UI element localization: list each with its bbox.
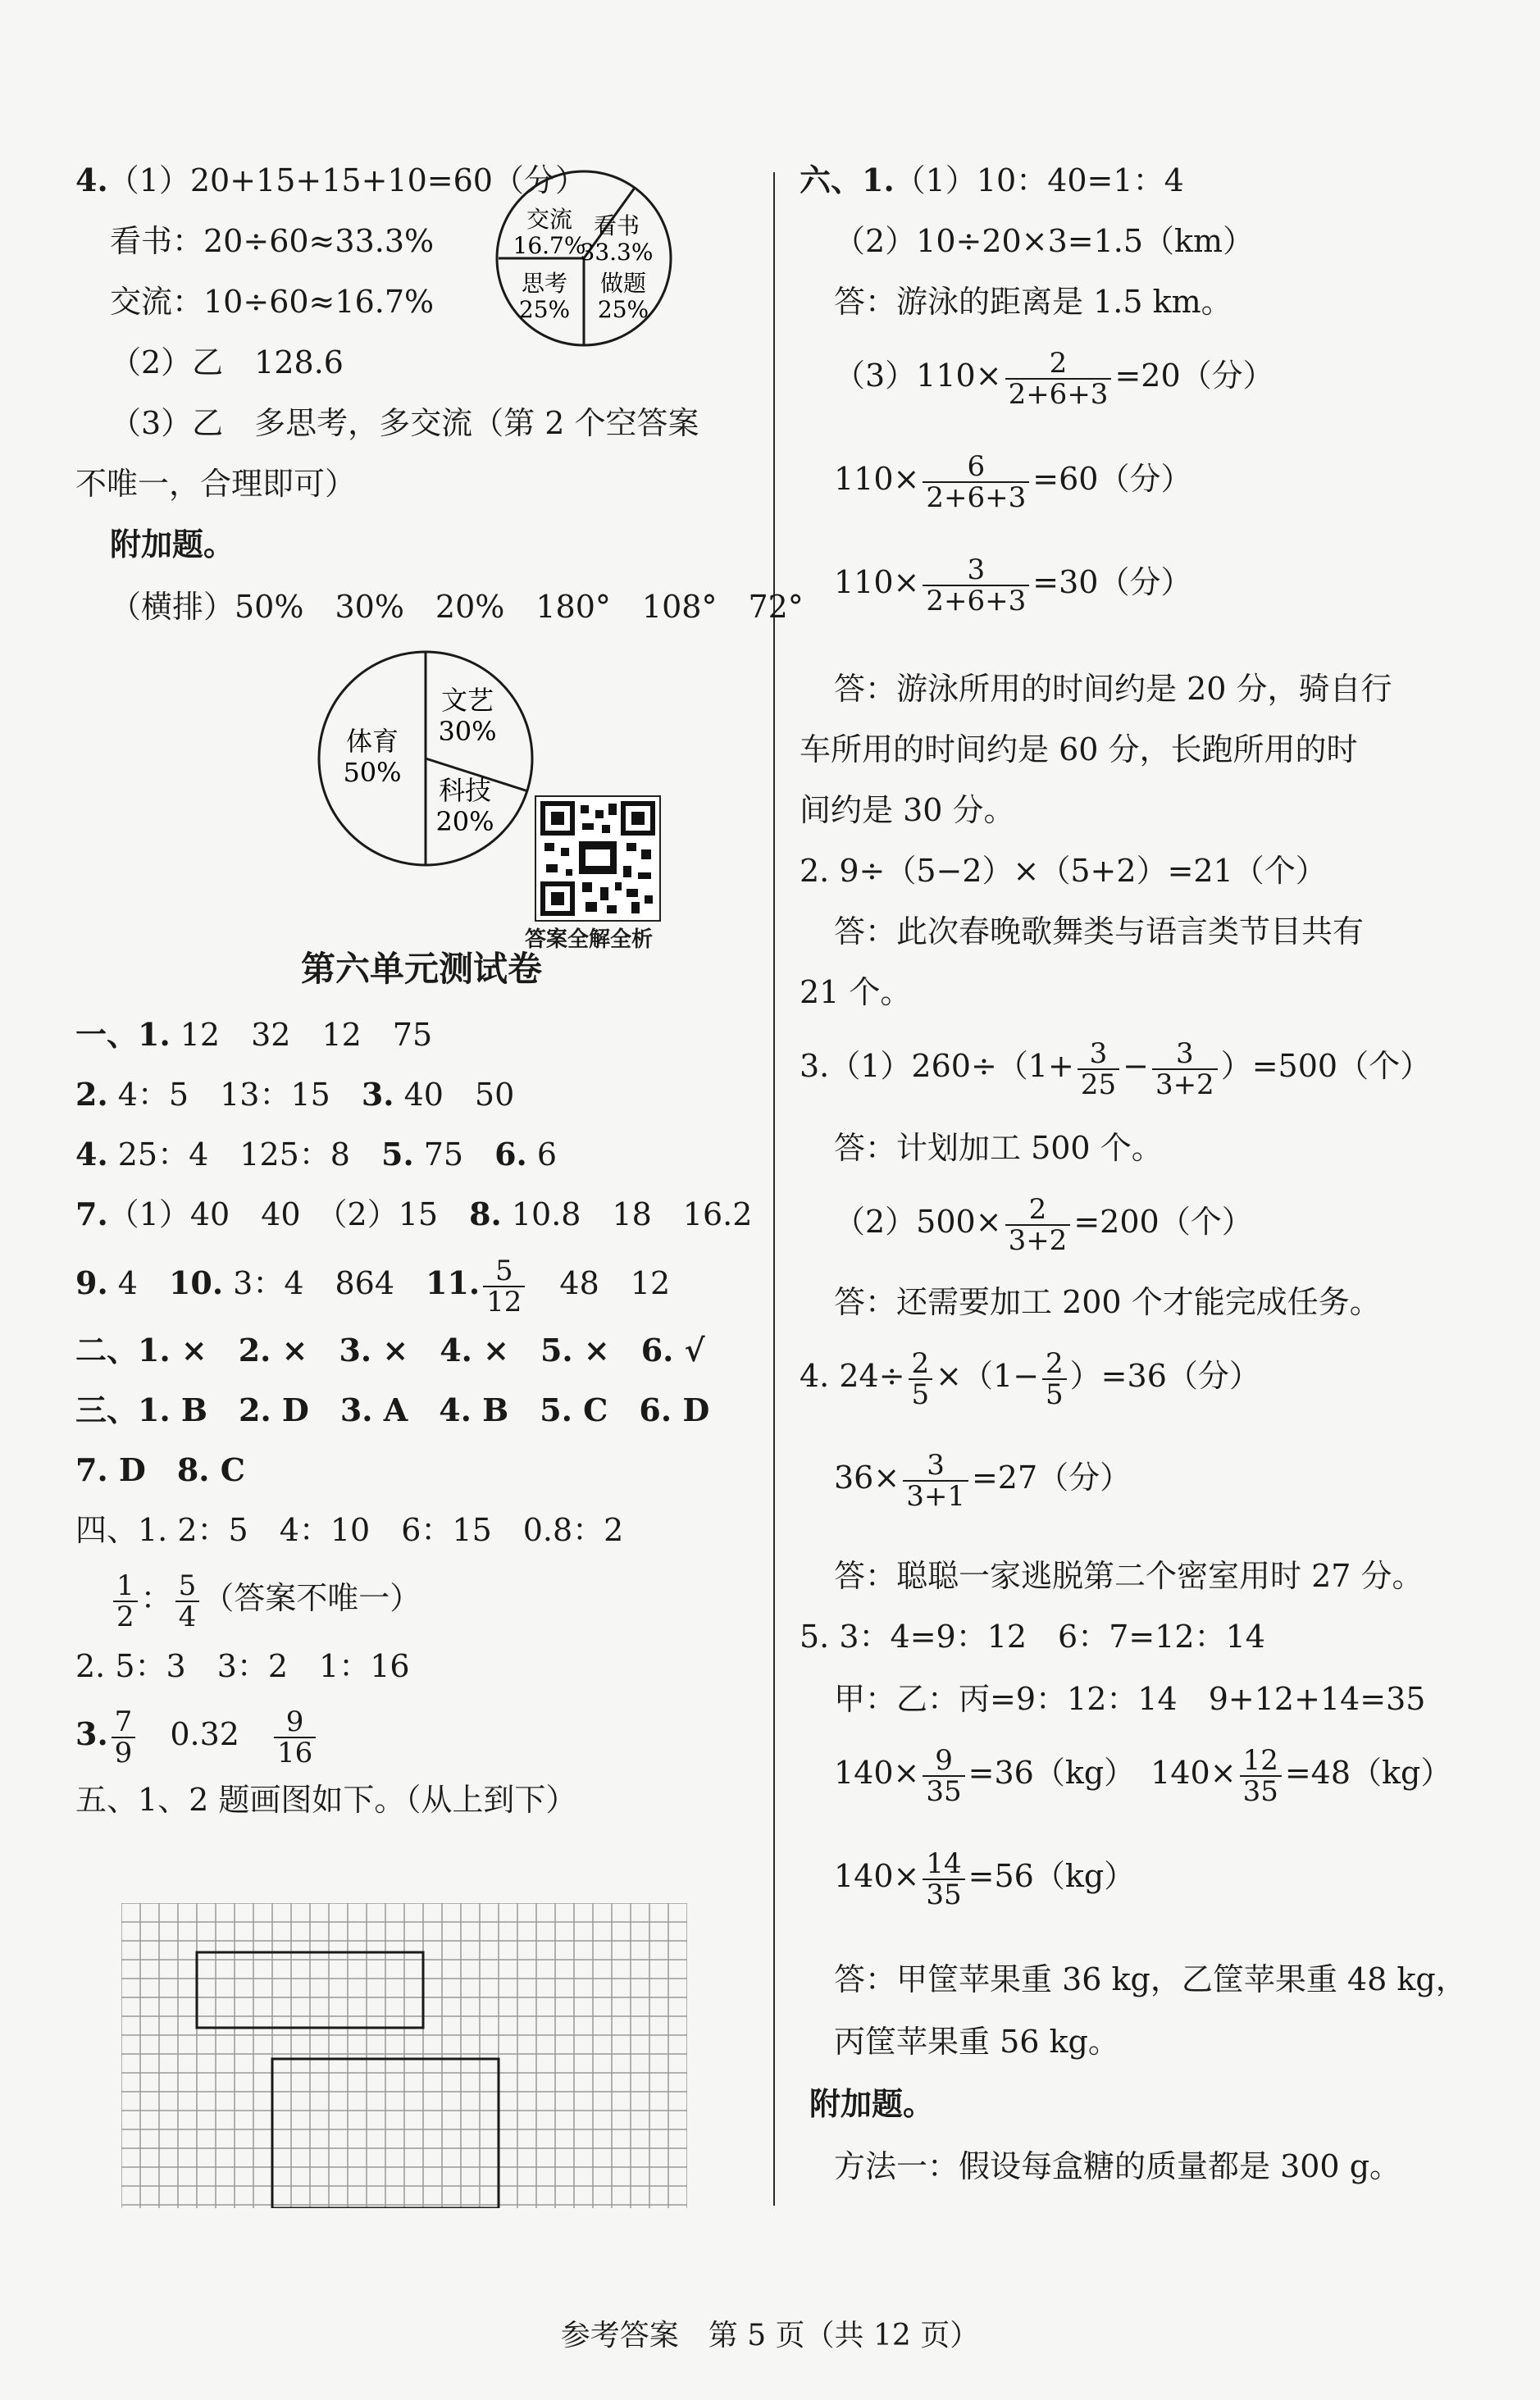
section-4-line3: 2. 5：3 3：2 1：16 (75, 1648, 410, 1684)
fraction: $\frac{14}{35}$ (923, 1849, 964, 1910)
column-divider (773, 172, 775, 2206)
section-5: 五、1、2 题画图如下。（从上到下） (75, 1782, 577, 1818)
s6-line1: 六、1.（1）10：40=1：4 (800, 162, 1184, 198)
fraction: $\frac{5}{12}$ (483, 1256, 525, 1317)
pie2-label: 文艺 (440, 685, 494, 716)
s6-line12: 21 个。 (800, 974, 912, 1010)
s6-line4: （3）110× $\frac{2}{2+6+3}$ =20（分） (834, 346, 1274, 411)
s1-line2: 2. 4：5 13：15 3. 40 50 (75, 1076, 515, 1113)
page-footer: 参考答案 第 5 页（共 12 页） (560, 2319, 980, 2352)
pie2-label: 科技 (438, 775, 492, 806)
s6-line23: 140× $\frac{14}{35}$ =56（kg） (834, 1847, 1136, 1911)
fraction: $\frac{2}{2+6+3}$ (1005, 348, 1112, 409)
s6-line8: 车所用的时间约是 60 分，长跑所用的时 (800, 731, 1358, 767)
pie1-value: 25% (518, 296, 571, 323)
qr-code[interactable] (535, 795, 661, 922)
s6-line9: 间约是 30 分。 (800, 792, 1015, 828)
s6-line27: 方法一：假设每盒糖的质量都是 300 g。 (834, 2148, 1401, 2184)
s6-line16: 答：还需要加工 200 个才能完成任务。 (834, 1284, 1381, 1320)
fraction: $\frac{2}{3+2}$ (1005, 1195, 1071, 1255)
section-4-line2: $\frac{1}{2}$ ： $\frac{5}{4}$ （答案不唯一） (110, 1564, 421, 1633)
pie1-value: 25% (597, 296, 649, 323)
s6-line7: 答：游泳所用的时间约是 20 分，骑自行 (834, 671, 1392, 707)
s6-line2: （2）10÷20×3=1.5（km） (834, 223, 1255, 259)
s6-line5: 110× $\frac{6}{2+6+3}$ =60（分） (834, 449, 1192, 514)
qr-code-icon (536, 797, 659, 920)
fraction: $\frac{2}{5}$ (909, 1349, 933, 1409)
s1-line4: 7.（1）40 40 （2）15 8. 10.8 18 16.2 (75, 1195, 753, 1232)
pie1-label: 做题 (599, 270, 647, 297)
s1-line5: 9. 4 10. 3：4 864 11. $\frac{5}{12}$ 48 12 (75, 1254, 671, 1318)
q4-line2: 看书：20÷60≈33.3% (110, 223, 435, 259)
pie2-value: 50% (343, 757, 402, 788)
bonus-title-right: 附加题。 (809, 2085, 935, 2122)
fraction: $\frac{12}{35}$ (1240, 1746, 1282, 1806)
s6-line13: 3.（1）260÷（1+ $\frac{3}{25}$ − $\frac{3}{3+2}$ ）=500（个） (800, 1036, 1432, 1101)
pie2-value: 20% (435, 806, 494, 837)
pie1-value: 16.7% (513, 232, 586, 259)
fraction: $\frac{7}{9}$ (112, 1707, 136, 1768)
s6-line25: 丙筐苹果重 56 kg。 (834, 2024, 1119, 2060)
activity-pie-chart (315, 648, 536, 869)
pie1-value: 33.3% (580, 239, 654, 266)
s6-line18: 36× $\frac{3}{3+1}$ =27（分） (834, 1448, 1132, 1513)
s6-line22: 140× $\frac{9}{35}$ =36（kg） 140× $\frac{12}{35}$ =48（kg） (834, 1743, 1452, 1808)
s1-line3: 4. 25：4 125：8 5. 75 6. 6 (75, 1136, 558, 1173)
bonus-title: 附加题。 (110, 526, 235, 562)
fraction: $\frac{2}{5}$ (1042, 1349, 1067, 1409)
pie1-label: 思考 (521, 270, 568, 297)
pie2-value: 30% (438, 716, 497, 747)
unit-title: 第六单元测试卷 (301, 949, 543, 989)
section-4-line4: 3. $\frac{7}{9}$ 0.32 $\frac{9}{16}$ (75, 1700, 319, 1769)
s6-line17: 4. 24÷ $\frac{2}{5}$ ×（1− $\frac{2}{5}$ ）=36（分） (800, 1346, 1260, 1411)
bonus-line: （横排）50% 30% 20% 180° 108° 72° (110, 589, 804, 625)
q4-line5: （3）乙 多思考，多交流（第 2 个空答案 (110, 405, 699, 441)
s6-line24: 答：甲筐苹果重 36 kg，乙筐苹果重 48 kg， (834, 1961, 1467, 1997)
pie1-label: 交流 (526, 206, 573, 233)
q4-line4: （2）乙 128.6 (110, 344, 344, 380)
q4-line3: 交流：10÷60≈16.7% (110, 284, 435, 320)
s6-line14: 答：计划加工 500 个。 (834, 1130, 1163, 1166)
fraction: $\frac{9}{16}$ (274, 1707, 316, 1768)
fraction: $\frac{3}{25}$ (1078, 1039, 1119, 1100)
study-pie-chart (494, 168, 674, 348)
s6-line3: 答：游泳的距离是 1.5 km。 (834, 284, 1232, 320)
s6-line21: 甲：乙：丙=9：12：14 9+12+14=35 (834, 1681, 1426, 1717)
pie2-label: 体育 (345, 726, 399, 757)
s6-line15: （2）500× $\frac{2}{3+2}$ =200（个） (834, 1192, 1253, 1257)
section-2: 二、1. × 2. × 3. × 4. × 5. × 6. √ (75, 1332, 705, 1369)
section-3-line2: 7. D 8. C (75, 1451, 245, 1488)
s6-line19: 答：聪聪一家逃脱第二个密室用时 27 分。 (834, 1558, 1424, 1594)
s6-line11: 答：此次春晚歌舞类与语言类节目共有 (834, 913, 1365, 950)
fraction: $\frac{6}{2+6+3}$ (923, 452, 1029, 512)
qr-label: 答案全解全析 (525, 927, 654, 952)
fraction: $\frac{3}{2+6+3}$ (923, 555, 1029, 616)
q4-line1: 4.（1）20+15+15+10=60（分） (75, 162, 586, 198)
fraction: $\frac{3}{3+2}$ (1152, 1039, 1218, 1100)
s1-line1: 一、1. 12 32 12 75 (75, 1016, 433, 1053)
fraction: $\frac{5}{4}$ (175, 1571, 200, 1632)
grid-lines (121, 1903, 687, 2208)
s6-line6: 110× $\frac{3}{2+6+3}$ =30（分） (834, 553, 1192, 617)
pie1-label: 看书 (593, 212, 640, 239)
s6-line20: 5. 3：4=9：12 6：7=12：14 (800, 1619, 1265, 1655)
s6-line10: 2. 9÷（5−2）×（5+2）=21（个） (800, 853, 1327, 889)
fraction: $\frac{1}{2}$ (113, 1571, 138, 1632)
fraction: $\frac{3}{3+1}$ (903, 1450, 968, 1511)
fraction: $\frac{9}{35}$ (923, 1746, 964, 1806)
section-3-line1: 三、1. B 2. D 3. A 4. B 5. C 6. D (75, 1391, 710, 1428)
section-4-line1: 四、1. 2：5 4：10 6：15 0.8：2 (75, 1512, 624, 1548)
q4-line6: 不唯一，合理即可） (75, 466, 357, 502)
grid-drawing (121, 1903, 687, 2208)
